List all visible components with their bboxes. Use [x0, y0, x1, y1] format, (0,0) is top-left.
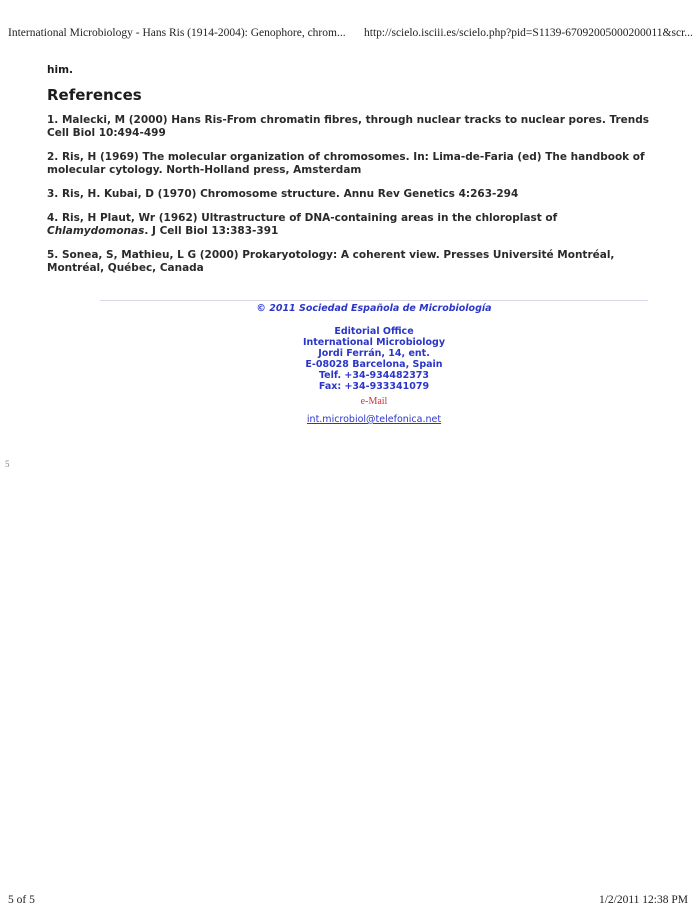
reference-item: 2. Ris, H (1969) The molecular organization of chromosomes. In: Lima-de-Faria (ed) The handbook of molecular cytology. North-Holland press, Amsterdam: [47, 151, 645, 176]
office-line: Editorial Office: [334, 326, 414, 337]
email-label[interactable]: e-Mail: [360, 396, 388, 407]
page-side-mark: 5: [5, 459, 10, 469]
office-line: Fax: +34-933341079: [318, 381, 430, 392]
print-header-title: International Microbiology - Hans Ris (1914-2004): Genophore, chrom...: [8, 27, 346, 39]
print-datetime: 1/2/2011 12:38 PM: [598, 894, 688, 906]
reference-item: 5. Sonea, S, Mathieu, L G (2000) Prokaryotology: A coherent view. Presses Université Montréal, Montréal, Québec, Canada: [47, 249, 615, 274]
office-line: Telf. +34-934482373: [318, 370, 430, 381]
office-line: International Microbiology: [302, 337, 446, 348]
reference-text: . J Cell Biol 13:383-391: [144, 225, 279, 237]
reference-italic-term: Chlamydomonas: [47, 225, 145, 237]
reference-item: [47, 212, 657, 238]
carry-over-text: him.: [47, 64, 74, 76]
reference-text: 4. Ris, H Plaut, Wr (1962) Ultrastructure of DNA-containing areas in the chloroplast of: [47, 212, 558, 224]
site-footer: [100, 303, 648, 426]
references-heading: References: [47, 86, 142, 104]
page-number: 5 of 5: [8, 894, 35, 906]
copyright-notice: © 2011 Sociedad Española de Microbiología: [256, 303, 492, 314]
print-header-url: http://scielo.isciii.es/scielo.php?pid=S1139-67092005000200011&scr...: [364, 27, 693, 39]
office-line: Jordi Ferrán, 14, ent.: [318, 348, 430, 359]
editorial-office-address: [100, 326, 648, 392]
reference-item: 3. Ris, H. Kubai, D (1970) Chromosome structure. Annu Rev Genetics 4:263-294: [47, 188, 519, 200]
article-content: [47, 64, 657, 286]
footer-divider: [100, 300, 648, 301]
reference-item: 1. Malecki, M (2000) Hans Ris-From chromatin fibres, through nuclear tracks to nuclear pores. Trends Cell Biol 10:494-499: [47, 114, 650, 139]
email-link[interactable]: int.microbiol@telefonica.net: [306, 414, 442, 425]
office-line: E-08028 Barcelona, Spain: [305, 359, 443, 370]
